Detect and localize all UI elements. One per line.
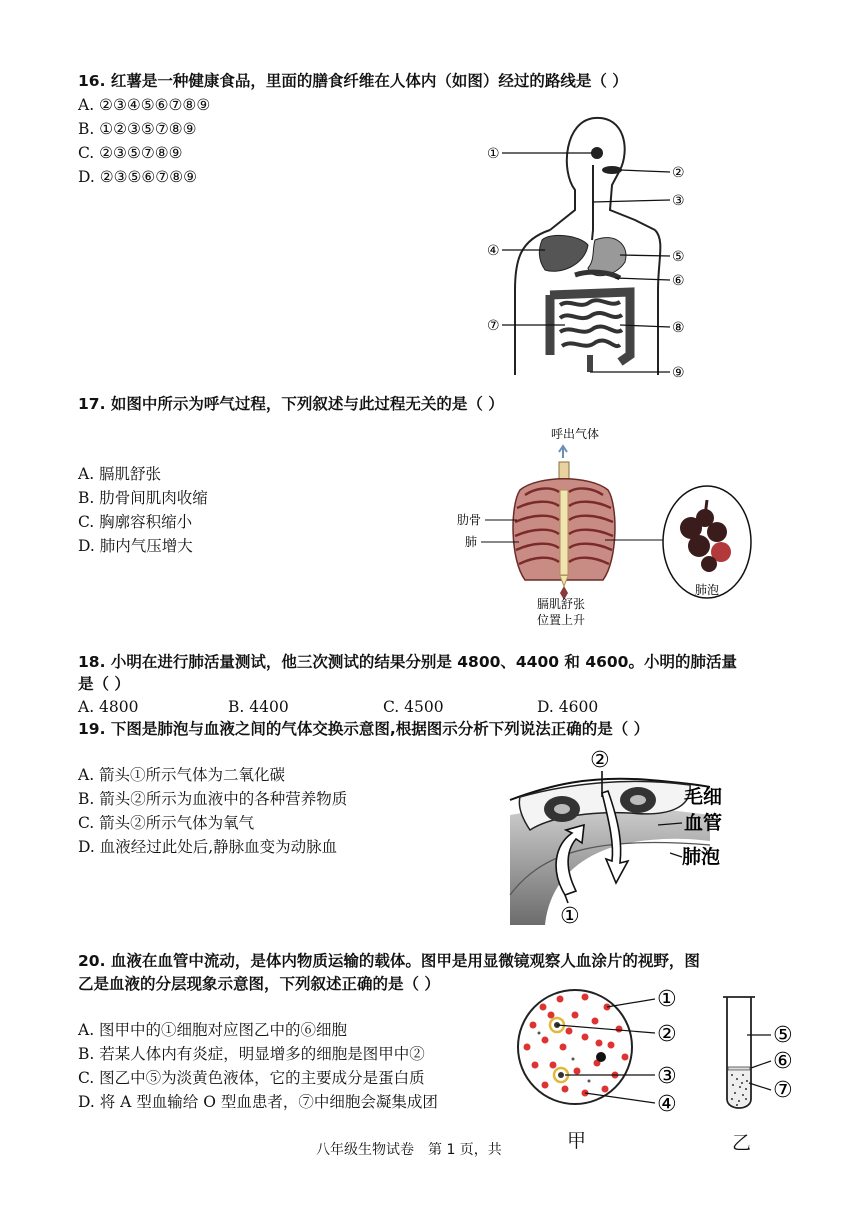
q19-capillary-label-2: 血管 bbox=[684, 812, 723, 834]
q18-option-c[interactable]: C. 4500 bbox=[383, 698, 444, 716]
q20-jia-label-2: ② bbox=[657, 1022, 677, 1047]
blood-smear-figure bbox=[515, 985, 715, 1115]
q20-option-a[interactable]: A. 图甲中的①细胞对应图乙中的⑥细胞 bbox=[78, 1021, 348, 1039]
q20-stem-line1: 20. 血液在血管中流动，是体内物质运输的载体。图甲是用显微镜观察人血涂片的视野，图 bbox=[78, 952, 700, 970]
q19-stem: 19. 下图是肺泡与血液之间的气体交换示意图,根据图示分析下列说法正确的是（ ） bbox=[78, 720, 650, 738]
q19-option-a[interactable]: A. 箭头①所示气体为二氧化碳 bbox=[78, 766, 286, 784]
q20-option-d[interactable]: D. 将 A 型血输给 O 型血患者，⑦中细胞会凝集成团 bbox=[78, 1093, 438, 1111]
q16-figure-label-4: ④ bbox=[487, 243, 500, 259]
q20-yi-label-5: ⑤ bbox=[773, 1023, 793, 1048]
q17-rib-label: 肋骨 bbox=[457, 513, 482, 527]
q16-figure-label-7: ⑦ bbox=[487, 318, 500, 334]
q16-option-a[interactable]: A. ②③④⑤⑥⑦⑧⑨ bbox=[78, 96, 211, 114]
digestive-system-figure bbox=[480, 110, 700, 385]
page-footer: 八年级生物试卷 第 1 页，共 bbox=[316, 1142, 502, 1158]
q16-figure-label-1: ① bbox=[487, 146, 500, 162]
q19-option-b[interactable]: B. 箭头②所示为血液中的各种营养物质 bbox=[78, 790, 348, 808]
q20-yi-label-7: ⑦ bbox=[773, 1078, 793, 1103]
q19-arrow1-label: ① bbox=[560, 904, 580, 929]
q17-option-c[interactable]: C. 胸廓容积缩小 bbox=[78, 513, 193, 531]
q17-stem: 17. 如图中所示为呼气过程，下列叙述与此过程无关的是（ ） bbox=[78, 395, 504, 413]
q19-alveolus-label: 肺泡 bbox=[682, 846, 721, 868]
q16-figure-label-3: ③ bbox=[672, 193, 685, 209]
q18-option-b[interactable]: B. 4400 bbox=[228, 698, 289, 716]
q19-arrow2-label: ② bbox=[590, 748, 610, 773]
q17-diaphragm-label-2: 位置上升 bbox=[537, 613, 586, 627]
q20-figure-yi-caption: 乙 bbox=[732, 1132, 752, 1154]
q17-diaphragm-label-1: 膈肌舒张 bbox=[537, 597, 586, 611]
q16-stem: 16. 红薯是一种健康食品，里面的膳食纤维在人体内（如图）经过的路线是（ ） bbox=[78, 72, 628, 90]
q20-jia-label-4: ④ bbox=[657, 1092, 677, 1117]
gas-exchange-figure bbox=[510, 745, 750, 930]
q16-option-c[interactable]: C. ②③⑤⑦⑧⑨ bbox=[78, 144, 183, 162]
q17-option-a[interactable]: A. 膈肌舒张 bbox=[78, 465, 162, 483]
q20-jia-label-1: ① bbox=[657, 987, 677, 1012]
blood-layers-test-tube bbox=[715, 995, 805, 1115]
exhalation-figure bbox=[455, 420, 745, 635]
q17-option-d[interactable]: D. 肺内气压增大 bbox=[78, 537, 193, 555]
q16-figure-label-9: ⑨ bbox=[672, 365, 685, 381]
q20-jia-label-3: ③ bbox=[657, 1064, 677, 1089]
q17-lung-label: 肺 bbox=[465, 535, 478, 549]
q20-option-b[interactable]: B. 若某人体内有炎症，明显增多的细胞是图甲中② bbox=[78, 1045, 425, 1063]
q16-figure-label-5: ⑤ bbox=[672, 249, 685, 265]
q20-yi-label-6: ⑥ bbox=[773, 1049, 793, 1074]
q18-option-a[interactable]: A. 4800 bbox=[78, 698, 139, 716]
q20-stem-line2: 乙是血液的分层现象示意图，下列叙述正确的是（ ） bbox=[78, 975, 440, 993]
q16-figure-label-2: ② bbox=[672, 165, 685, 181]
q20-figure-jia-caption: 甲 bbox=[567, 1130, 587, 1152]
q19-capillary-label-1: 毛细 bbox=[684, 786, 723, 808]
q17-option-b[interactable]: B. 肋骨间肌肉收缩 bbox=[78, 489, 208, 507]
q19-option-d[interactable]: D. 血液经过此处后,静脉血变为动脉血 bbox=[78, 838, 338, 856]
q20-option-c[interactable]: C. 图乙中⑤为淡黄色液体，它的主要成分是蛋白质 bbox=[78, 1069, 425, 1087]
q16-option-d[interactable]: D. ②③⑤⑥⑦⑧⑨ bbox=[78, 168, 197, 186]
q16-figure-label-6: ⑥ bbox=[672, 273, 685, 289]
q18-stem-line1: 18. 小明在进行肺活量测试，他三次测试的结果分别是 4800、4400 和 4600。小明的肺活量 bbox=[78, 653, 737, 671]
q18-stem-line2: 是（ ） bbox=[78, 675, 130, 693]
q16-option-b[interactable]: B. ①②③⑤⑦⑧⑨ bbox=[78, 120, 197, 138]
q18-option-d[interactable]: D. 4600 bbox=[537, 698, 599, 716]
q17-alveolus-label: 肺泡 bbox=[695, 583, 720, 597]
q16-figure-label-8: ⑧ bbox=[672, 320, 685, 336]
q17-exhaled-gas-label: 呼出气体 bbox=[551, 427, 600, 441]
q19-option-c[interactable]: C. 箭头②所示气体为氧气 bbox=[78, 814, 255, 832]
